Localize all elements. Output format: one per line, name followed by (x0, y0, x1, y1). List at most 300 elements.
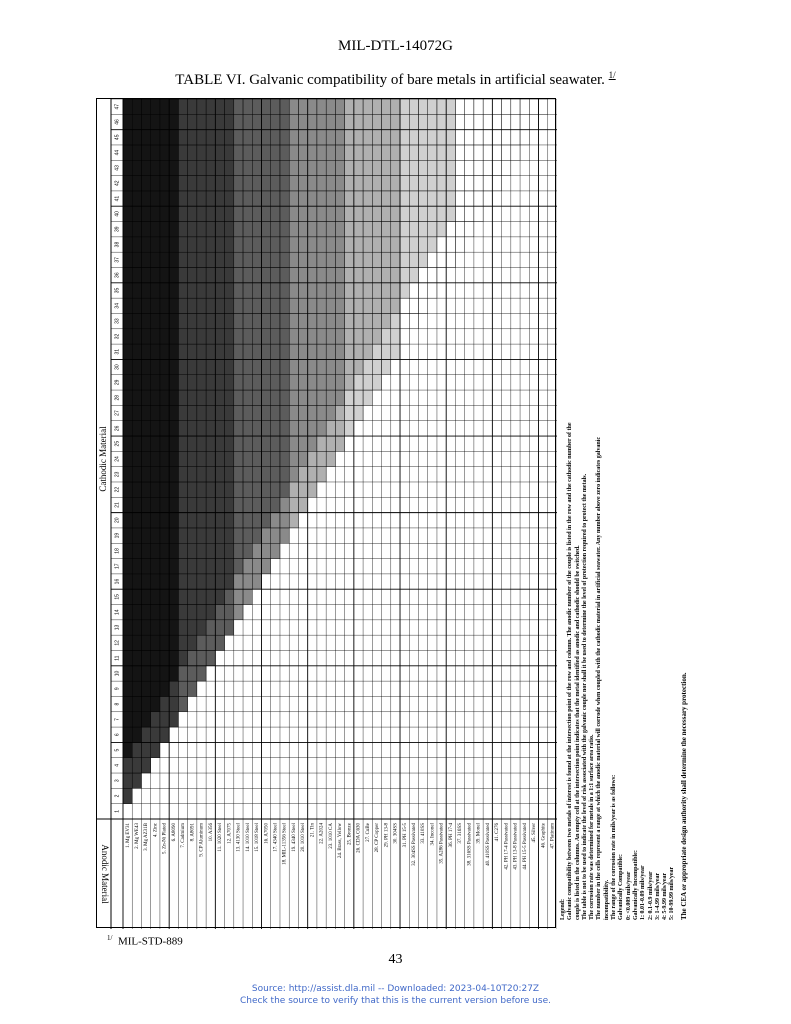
table-cell (123, 252, 132, 267)
table-cell (178, 650, 187, 665)
row-label: 22. A2024 (319, 823, 325, 844)
table-cell (141, 176, 150, 191)
row-label: 12. A7075 (227, 823, 233, 844)
table-cell (151, 313, 160, 328)
table-cell (234, 313, 243, 328)
table-cell (234, 99, 243, 114)
column-number: 21 (114, 502, 121, 508)
row-label: 36. PH 17-4 (448, 823, 454, 848)
table-cell (289, 268, 298, 283)
row-label: 33. 410SS (421, 823, 427, 844)
table-cell (345, 145, 354, 160)
table-cell (141, 574, 150, 589)
table-cell (169, 666, 178, 681)
table-cell (252, 283, 261, 298)
table-cell (252, 375, 261, 390)
table-cell (409, 237, 418, 252)
table-cell (160, 620, 169, 635)
table-cell (243, 237, 252, 252)
table-cell (345, 313, 354, 328)
table-cell (197, 283, 206, 298)
table-cell (326, 283, 335, 298)
table-cell (289, 359, 298, 374)
table-cell (252, 191, 261, 206)
table-cell (409, 283, 418, 298)
table-cell (206, 329, 215, 344)
row-label: 5. Zn-Ni Plated (162, 823, 168, 854)
legend-cea-note: The CEA or appropriate design authority shall determine the necessary protection. (679, 672, 688, 920)
column-number: 26 (114, 425, 121, 432)
table-cell (326, 114, 335, 129)
table-cell (326, 390, 335, 405)
table-cell (160, 206, 169, 221)
table-cell (308, 451, 317, 466)
table-cell (123, 176, 132, 191)
table-cell (160, 283, 169, 298)
table-cell (335, 298, 344, 313)
table-cell (225, 237, 234, 252)
table-cell (492, 130, 501, 145)
table-cell (400, 268, 409, 283)
legend-heading: Legend: (560, 899, 566, 920)
table-cell (141, 344, 150, 359)
table-cell (178, 222, 187, 237)
table-cell (178, 344, 187, 359)
table-cell (446, 252, 455, 267)
table-cell (363, 268, 372, 283)
source-line-2: Check the source to verify that this is the current version before use. (240, 996, 551, 1006)
table-cell (215, 176, 224, 191)
table-cell (169, 405, 178, 420)
row-label: 46. Graphite (541, 823, 547, 848)
table-cell (132, 191, 141, 206)
table-cell (178, 666, 187, 681)
table-cell (539, 99, 548, 114)
column-number: 4 (114, 763, 121, 767)
table-cell (317, 252, 326, 267)
table-cell (252, 390, 261, 405)
table-cell (151, 620, 160, 635)
table-cell (188, 559, 197, 574)
table-cell (446, 160, 455, 175)
table-cell (178, 160, 187, 175)
table-cell (178, 252, 187, 267)
table-cell (280, 313, 289, 328)
table-cell (197, 160, 206, 175)
row-label: 19. 4340 Steel (291, 823, 297, 852)
table-cell (382, 252, 391, 267)
table-cell (178, 375, 187, 390)
table-cell (335, 176, 344, 191)
table-cell (298, 344, 307, 359)
table-cell (123, 589, 132, 604)
row-label: 39. Monel (476, 823, 482, 844)
table-cell (169, 635, 178, 650)
table-cell (123, 375, 132, 390)
table-cell (178, 298, 187, 313)
column-number: 40 (114, 211, 121, 217)
table-cell (474, 130, 483, 145)
table-cell (243, 574, 252, 589)
column-number: 12 (114, 640, 121, 646)
table-cell (178, 513, 187, 528)
table-cell (215, 513, 224, 528)
table-cell (271, 375, 280, 390)
table-cell (262, 375, 271, 390)
table-cell (400, 222, 409, 237)
table-cell (243, 421, 252, 436)
table-cell (418, 283, 427, 298)
table-cell (262, 145, 271, 160)
table-cell (474, 114, 483, 129)
row-label: 30. 304SS (393, 823, 399, 844)
table-cell (132, 99, 141, 114)
table-cell (400, 114, 409, 129)
table-cell (317, 390, 326, 405)
row-label: 24. Brass, Yellow (338, 823, 344, 859)
table-cell (326, 421, 335, 436)
table-cell (335, 390, 344, 405)
table-cell (197, 405, 206, 420)
table-cell (298, 482, 307, 497)
table-cell (197, 375, 206, 390)
table-cell (502, 160, 511, 175)
table-cell (234, 130, 243, 145)
table-cell (151, 467, 160, 482)
table-cell (215, 252, 224, 267)
table-cell (188, 283, 197, 298)
table-cell (215, 559, 224, 574)
table-cell (123, 727, 132, 742)
table-cell (271, 222, 280, 237)
table-cell (169, 513, 178, 528)
table-cell (298, 99, 307, 114)
table-cell (271, 160, 280, 175)
table-cell (132, 344, 141, 359)
column-number: 32 (114, 333, 121, 340)
table-cell (141, 298, 150, 313)
table-cell (225, 589, 234, 604)
table-cell (234, 160, 243, 175)
table-cell (252, 513, 261, 528)
table-cell (409, 222, 418, 237)
table-cell (391, 252, 400, 267)
row-label: 40. 410SS Passivated (485, 823, 491, 866)
table-cell (225, 359, 234, 374)
source-stamp (0, 983, 791, 1007)
table-cell (335, 206, 344, 221)
table-cell (169, 237, 178, 252)
table-cell (206, 650, 215, 665)
table-cell (455, 99, 464, 114)
table-cell (345, 114, 354, 129)
table-cell (141, 666, 150, 681)
row-label: 27. CuBe (365, 823, 371, 842)
table-cell (197, 620, 206, 635)
table-cell (160, 635, 169, 650)
table-cell (215, 467, 224, 482)
table-cell (465, 222, 474, 237)
table-cell (188, 635, 197, 650)
table-cell (188, 344, 197, 359)
column-number: 45 (114, 134, 121, 141)
table-cell (271, 528, 280, 543)
table-cell (123, 405, 132, 420)
table-cell (289, 176, 298, 191)
table-cell (151, 559, 160, 574)
table-cell (169, 650, 178, 665)
column-number: 14 (114, 609, 121, 615)
table-cell (409, 176, 418, 191)
table-cell (197, 497, 206, 512)
table-cell (169, 268, 178, 283)
table-cell (289, 329, 298, 344)
table-cell (520, 99, 529, 114)
table-cell (225, 313, 234, 328)
table-cell (123, 237, 132, 252)
table-cell (132, 681, 141, 696)
row-label: 10. A356 (208, 823, 214, 842)
table-cell (289, 405, 298, 420)
table-cell (280, 206, 289, 221)
table-cell (123, 222, 132, 237)
table-cell (178, 436, 187, 451)
table-cell (141, 681, 150, 696)
table-cell (298, 114, 307, 129)
table-cell (437, 160, 446, 175)
table-cell (262, 283, 271, 298)
legend-incompatible-3: 3: 1-4.99 mils/year (654, 872, 661, 920)
table-cell (271, 145, 280, 160)
table-cell (280, 252, 289, 267)
footnote-text: MIL-STD-889 (117, 935, 183, 948)
table-cell (317, 344, 326, 359)
table-cell (271, 359, 280, 374)
column-number: 39 (114, 226, 121, 232)
table-cell (289, 344, 298, 359)
table-cell (141, 145, 150, 160)
table-cell (262, 298, 271, 313)
table-cell (169, 482, 178, 497)
row-label: 15. 1018 Steel (255, 823, 261, 852)
table-cell (178, 313, 187, 328)
table-cell (271, 436, 280, 451)
table-cell (188, 191, 197, 206)
table-cell (225, 513, 234, 528)
table-cell (354, 298, 363, 313)
table-cell (298, 298, 307, 313)
row-label: 34. Inconel (430, 823, 436, 846)
table-cell (141, 742, 150, 757)
table-cell (197, 298, 206, 313)
table-cell (345, 222, 354, 237)
table-cell (418, 130, 427, 145)
column-number: 22 (114, 486, 121, 493)
column-number: 42 (114, 180, 121, 187)
table-cell (483, 176, 492, 191)
table-cell (289, 160, 298, 175)
table-cell (123, 344, 132, 359)
table-cell (262, 359, 271, 374)
table-cell (465, 191, 474, 206)
table-cell (123, 513, 132, 528)
table-cell (225, 543, 234, 558)
table-cell (326, 222, 335, 237)
table-cell (215, 191, 224, 206)
table-cell (252, 145, 261, 160)
table-cell (151, 237, 160, 252)
table-cell (225, 620, 234, 635)
table-cell (455, 114, 464, 129)
table-cell (151, 405, 160, 420)
table-cell (234, 145, 243, 160)
table-cell (160, 666, 169, 681)
table-cell (400, 160, 409, 175)
table-cell (409, 313, 418, 328)
table-cell (511, 114, 520, 129)
table-cell (372, 206, 381, 221)
table-cell (483, 99, 492, 114)
table-cell (418, 99, 427, 114)
table-cell (160, 114, 169, 129)
table-cell (252, 298, 261, 313)
table-cell (308, 268, 317, 283)
table-cell (262, 237, 271, 252)
table-cell (151, 145, 160, 160)
table-cell (178, 176, 187, 191)
table-cell (280, 467, 289, 482)
table-cell (234, 405, 243, 420)
source-line-1: Source: http://assist.dla.mil -- Downloaded: 2023-04-10T20:27Z (251, 984, 540, 994)
table-cell (132, 482, 141, 497)
table-cell (280, 421, 289, 436)
table-cell (188, 329, 197, 344)
column-number: 5 (114, 748, 121, 752)
table-cell (188, 451, 197, 466)
table-cell (391, 344, 400, 359)
table-cell (234, 359, 243, 374)
table-cell (243, 160, 252, 175)
table-cell (289, 513, 298, 528)
table-cell (141, 99, 150, 114)
row-label: 3. Mg AZ31B (144, 823, 150, 851)
table-cell (262, 191, 271, 206)
table-cell (354, 206, 363, 221)
table-cell (298, 313, 307, 328)
table-cell (308, 390, 317, 405)
table-cell (141, 329, 150, 344)
table-cell (169, 313, 178, 328)
table-cell (280, 390, 289, 405)
table-cell (178, 268, 187, 283)
table-cell (298, 451, 307, 466)
table-cell (206, 574, 215, 589)
table-cell (206, 635, 215, 650)
table-cell (308, 329, 317, 344)
table-cell (252, 528, 261, 543)
row-label: 25. Bronze (347, 823, 353, 845)
table-cell (160, 421, 169, 436)
table-cell (151, 329, 160, 344)
table-cell (123, 528, 132, 543)
table-cell (335, 160, 344, 175)
table-cell (141, 313, 150, 328)
table-cell (317, 451, 326, 466)
table-cell (151, 574, 160, 589)
table-cell (123, 99, 132, 114)
table-cell (354, 160, 363, 175)
table-cell (234, 237, 243, 252)
table-cell (160, 222, 169, 237)
table-cell (178, 237, 187, 252)
table-cell (160, 727, 169, 742)
table-cell (132, 329, 141, 344)
table-cell (188, 237, 197, 252)
table-cell (188, 681, 197, 696)
table-cell (234, 329, 243, 344)
table-cell (234, 605, 243, 620)
table-cell (169, 436, 178, 451)
table-cell (151, 513, 160, 528)
table-cell (215, 298, 224, 313)
table-cell (520, 114, 529, 129)
table-cell (169, 451, 178, 466)
table-cell (382, 160, 391, 175)
table-cell (280, 237, 289, 252)
table-cell (178, 359, 187, 374)
table-cell (151, 436, 160, 451)
table-cell (326, 298, 335, 313)
table-cell (141, 390, 150, 405)
table-cell (206, 298, 215, 313)
table-cell (262, 329, 271, 344)
table-cell (151, 283, 160, 298)
row-label: 47. Platinum (550, 823, 556, 849)
table-cell (215, 375, 224, 390)
table-cell (141, 528, 150, 543)
table-cell (271, 390, 280, 405)
table-cell (326, 237, 335, 252)
table-cell (132, 758, 141, 773)
row-label: 45. Silver (532, 823, 538, 843)
table-cell (418, 145, 427, 160)
table-cell (382, 359, 391, 374)
table-cell (317, 313, 326, 328)
row-label: 23. 1010 CA (328, 823, 334, 849)
legend-compatible-0: 0: <0.009 mils/year (625, 871, 632, 920)
table-cell (132, 405, 141, 420)
table-cell (418, 160, 427, 175)
table-cell (529, 114, 538, 129)
table-cell (132, 114, 141, 129)
row-label: 43. PH 13-8 Passivated (513, 823, 519, 870)
table-cell (123, 605, 132, 620)
table-cell (188, 620, 197, 635)
table-cell (169, 99, 178, 114)
table-cell (483, 145, 492, 160)
table-cell (308, 222, 317, 237)
table-cell (363, 298, 372, 313)
table-cell (206, 145, 215, 160)
table-cell (345, 130, 354, 145)
table-cell (132, 650, 141, 665)
table-cell (151, 742, 160, 757)
table-cell (206, 559, 215, 574)
row-label: 26. CDA C630 (356, 823, 362, 853)
table-cell (502, 114, 511, 129)
table-cell (363, 114, 372, 129)
table-cell (215, 130, 224, 145)
